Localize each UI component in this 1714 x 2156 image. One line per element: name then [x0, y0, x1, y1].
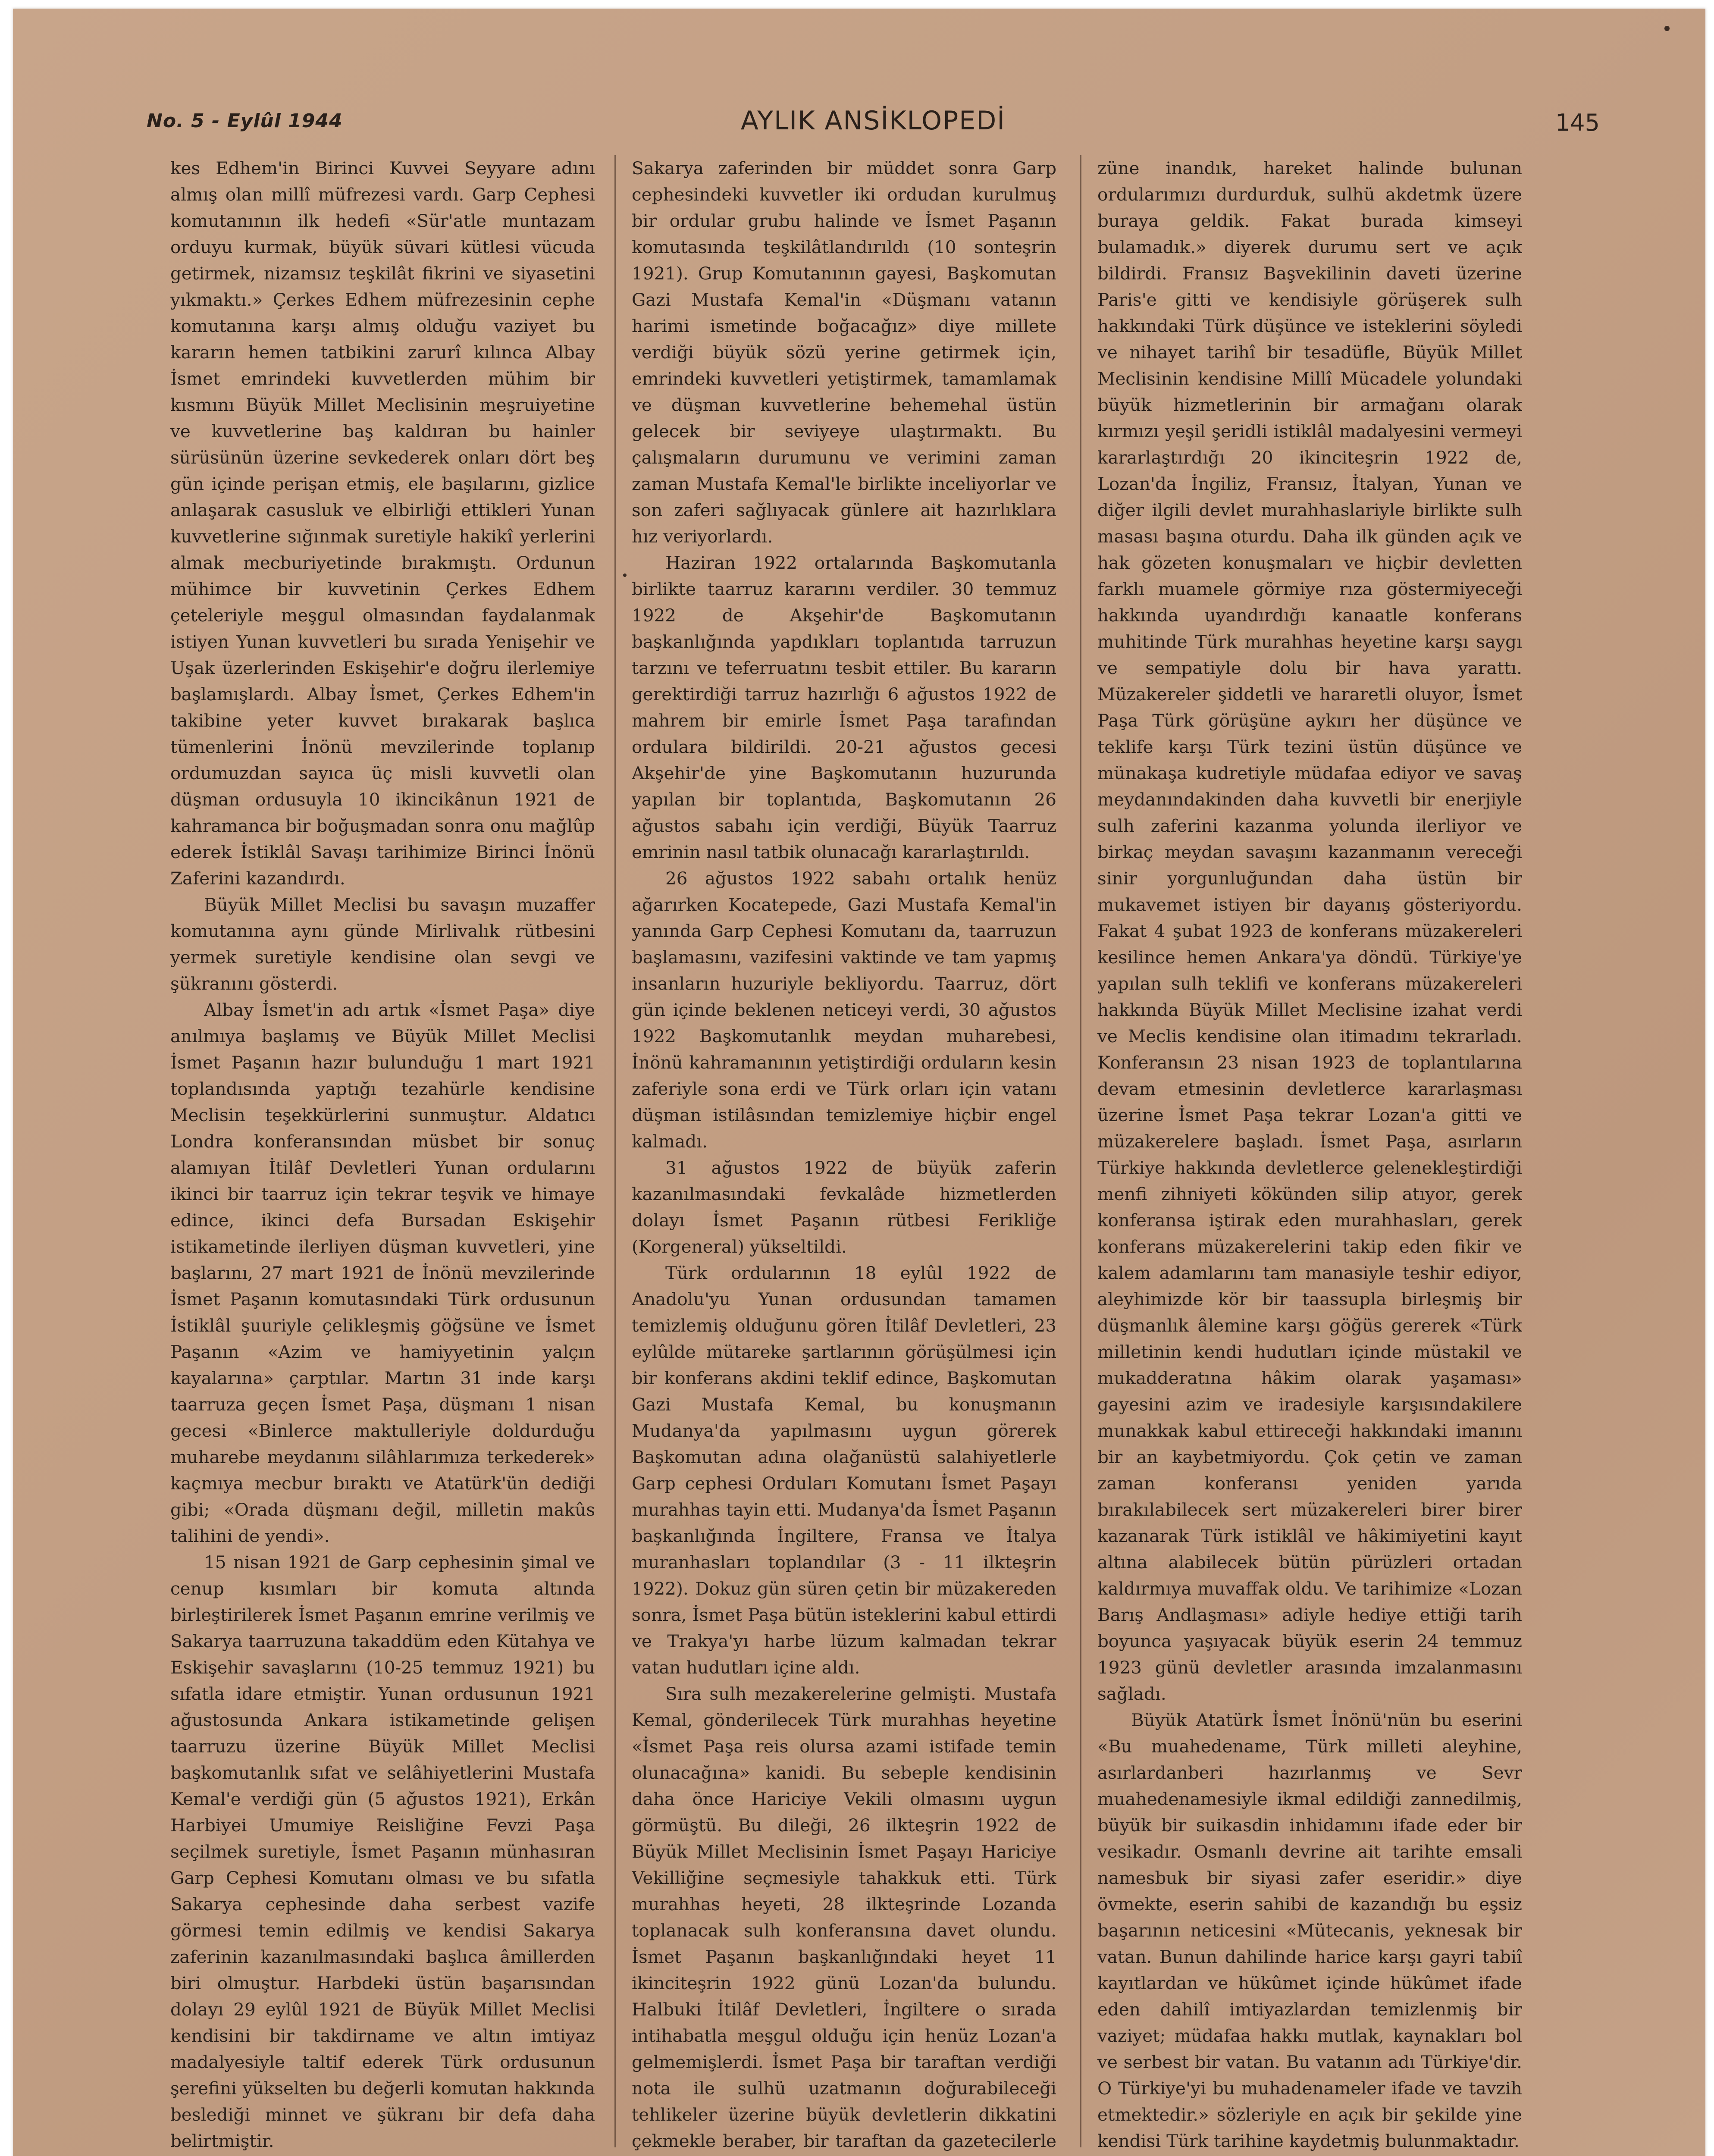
paragraph: Sakarya zaferinden bir müddet sonra Garp cephesindeki kuvvetler iki ordudan kurulmuş bir ordular grubu halinde ve İsmet Paşanın komutasında teşkilâtlandırıldı (10 sonteşrin 1921). Grup Komutanının gayesi, Başkomutan Gazi Mustafa Kemal'in «Düşmanı vatanın harimi ismetinde boğacağız» diye millete verdiği büyük sözü yerine getirmek için, emrindeki kuvvetleri yetiştirmek, tamamlamak ve düşman kuvvetlerine behemehal üstün gelecek bir seviyeye ulaştırmaktı. Bu çalışmaların durumunu ve verimini zaman zaman Mustafa Kemal'le birlikte inceliyorlar ve son zaferi sağlıyacak günlere ait hazırlıklara hız veriyorlardı.	[632, 158, 1056, 547]
ink-speck	[623, 573, 627, 577]
paragraph: Sıra sulh mezakerelerine gelmişti. Mustafa Kemal, gönderilecek Türk murahhas heyetine «İsmet Paşa reis olursa azami istifade temin olunacağına» kanidi. Bu sebeple kendisinin daha önce Hariciye Vekili olmasını uygun görmüştü. Bu dileği, 26 ilkteşrin 1922 de Büyük Millet Meclisinin İsmet Paşayı Hariciye Vekilliğine seçmesiyle tahakkuk etti. Türk murahhas heyeti, 28 ilkteşrinde Lozanda toplanacak sulh konferansına davet olundu. İsmet Paşanın başkanlığındaki heyet 11 ikinciteşrin 1922 günü Lozan'da bulundu. Halbuki İtilâf Devletleri, İngiltere o sırada intihabatla meşgul olduğu için henüz Lozan'a gelmemişlerdi. İsmet Paşa bir taraftan verdiği nota ile sulhü uzatmanın doğurabileceği tehlikeler üzerine büyük devletlerin dikkatini çekmekle beraber, bir taraftan da gazetecilerle	[632, 1683, 1056, 2151]
column-divider	[1080, 155, 1081, 2147]
paragraph: Türk ordularının 18 eylûl 1922 de Anadolu'yu Yunan ordusundan tamamen temizlemiş olduğunu gören İtilâf Devletleri, 23 eylûlde mütareke şartlarının görüşülmesi için bir konferans akdini teklif edince, Başkomutan Gazi Mustafa Kemal, bu konuşmanın Mudanya'da yapılmasını uygun görerek Başkomutan adına olağanüstü salahiyetlerle Garp cephesi Orduları Komutanı İsmet Paşayı murahhas tayin etti. Mudanya'da İsmet Paşanın başkanlığında İngiltere, Fransa ve İtalya muranhasları toplandılar (3 - 11 ilkteşrin 1922). Dokuz gün süren çetin bir müzakereden sonra, İsmet Paşa bütün isteklerini kabul ettirdi ve Trakya'yı harbe lüzum kalmadan tekrar vatan hudutları içine aldı.	[632, 1263, 1056, 1678]
paragraph: 26 ağustos 1922 sabahı ortalık henüz ağarırken Kocatepede, Gazi Mustafa Kemal'in yanında Garp Cephesi Komutanı da, taarruzun başlamasını, vazifesini vaktinde ve tam yapmış insanların huzuriyle bekliyordu. Taarruz, dört gün içinde beklenen neticeyi verdi, 30 ağustos 1922 Başkomutanlık meydan muharebesi, İnönü kahramanının yetiştirdiği orduların kesin zaferiyle sona erdi ve Türk orları için vatanı düşman istilâsından temizlemiye hiçbir engel kalmadı.	[632, 868, 1056, 1152]
paragraph: Albay İsmet'in adı artık «İsmet Paşa» diye anılmıya başlamış ve Büyük Millet Meclisi İsmet Paşanın hazır bulunduğu 1 mart 1921 toplandısında yaptığı tezahürle kendisine Meclisin teşekkürlerini sunmuştur. Aldatıcı Londra konferansından müsbet bir sonuç alamıyan İtilâf Devletleri Yunan ordularını ikinci bir taarruz için tekrar teşvik ve himaye edince, ikinci defa Bursadan Eskişehir istikametinde ilerliyen düşman kuvvetleri, yine başlarını, 27 mart 1921 de İnönü mevzilerinde İsmet Paşanın komutasındaki Türk ordusunun İstiklâl şuuriyle çelikleşmiş göğsüne ve İsmet Paşanın «Azim ve hamiyyetinin yalçın kayalarına» çarptılar. Martın 31 inde karşı taarruza geçen İsmet Paşa, düşmanı 1 nisan gecesi «Binlerce maktulleriyle doldurduğu muharebe meydanını silâhlarımıza terkederek» kaçmıya mecbur bıraktı ve Atatürk'ün dediği gibi; «Orada düşmanı değil, milletin makûs talihini de yendi».	[170, 1000, 595, 1546]
paragraph: 15 nisan 1921 de Garp cephesinin şimal ve cenup kısımları bir komuta altında birleştirilerek İsmet Paşanın emrine verilmiş ve Sakarya taarruzuna takaddüm eden Kütahya ve Eskişehir savaşlarını (10-25 temmuz 1921) bu sıfatla idare etmiştir. Yunan ordusunun 1921 ağustosunda Ankara istikametinde gelişen taarruzu üzerine Büyük Millet Meclisi başkomutanlık sıfat ve selâhiyetlerini Mustafa Kemal'e verdiği gün (5 ağustos 1921), Erkân Harbiyei Umumiye Reisliğine Fevzi Paşa seçilmek suretiyle, İsmet Paşanın münhasıran Garp Cephesi Komutanı olması ve bu sıfatla Sakarya cephesinde daha serbest vazife görmesi temin edilmiş ve kendisi Sakarya zaferinin kazanılmasındaki başlıca âmillerden biri olmuştur. Harbdeki üstün başarısından dolayı 29 eylûl 1921 de Büyük Millet Meclisi kendisini bir takdirname ve altın imtiyaz madalyesiyle taltif ederek Türk ordusunun şerefini yükselten bu değerli komutan hakkında beslediği minnet ve şükranı bir defa daha belirtmiştir.	[170, 1552, 595, 2151]
paragraph: 31 ağustos 1922 de büyük zaferin kazanılmasındaki fevkalâde hizmetlerden dolayı İsmet Paşanın rütbesi Ferikliğe (Korgeneral) yükseltildi.	[632, 1157, 1056, 1257]
paragraph: kes Edhem'in Birinci Kuvvei Seyyare adını almış olan millî müfrezesi vardı. Garp Cephesi komutanının ilk hedefi «Sür'atle muntazam orduyu kurmak, büyük süvari kütlesi vücuda getirmek, nizamsız teşkilât fikrini ve siyasetini yıkmaktı.» Çerkes Edhem müfrezesinin cephe komutanına karşı almış olduğu vaziyet bu kararın hemen tatbikini zarurî kılınca Albay İsmet emrindeki kuvvetlerden mühim bir kısmını Büyük Millet Meclisinin meşruiyetine ve kuvvetlerine baş kaldıran bu hainler sürüsünün üzerine sevkederek onları dört beş gün içinde perişan etmiş, ele başılarını, gizlice anlaşarak casusluk ve elbirliği ettikleri Yunan kuvvetlerine sığınmak suretiyle hakikî yerlerini almak mecburiyetinde bırakmıştı. Ordunun mühimce bir kuvvetinin Çerkes Edhem çeteleriyle meşgul olmasından faydalanmak istiyen Yunan kuvvetleri bu sırada Yenişehir ve Uşak üzerlerinden Eskişehir'e doğru ilerlemiye başlamışlardı. Albay İsmet, Çerkes Edhem'in takibine yeter kuvvet bırakarak başlıca tümenlerini İnönü mevzilerinde toplanıp ordumuzdan sayıca üç misli kuvvetli olan düşman ordusuyla 10 ikincikânun 1921 de kahramanca bir boğuşmadan sonra onu mağlûp ederek İstiklâl Savaşı tarihimize Birinci İnönü Zaferini kazandırdı.	[170, 158, 595, 889]
page-number: 145	[1555, 109, 1600, 136]
paragraph: Büyük Atatürk İsmet İnönü'nün bu eserini «Bu muahedename, Türk milleti aleyhine, asırlardanberi hazırlanmış ve Sevr muahedenamesiyle ikmal edildiği zannedilmiş, büyük bir suikasdin inhidamını ifade eder bir vesikadır. Osmanlı devrine ait tarihte emsali namesbuk bir siyasi zafer eseridir.» diye övmekte, eserin sahibi de kazandığı bu eşsiz başarının neticesini «Mütecanis, yeknesak bir vatan. Bunun dahilinde harice karşı gayri tabiî kayıtlardan ve hükûmet içinde hükûmet ifade eden dahilî imtiyazlardan temizlenmiş bir vaziyet; müdafaa hakkı mutlak, kaynakları bol ve serbest bir vatan. Bu vatanın adı Türkiye'dir. O Türkiye'yi bu muhadenameler ifade ve tavzih etmektedir.» sözleriyle en açık bir şekilde yine kendisi Türk tarihine kaydetmiş bulunmaktadır.	[1097, 1710, 1522, 2151]
page-header	[147, 106, 1600, 144]
paragraph: Büyük Millet Meclisi bu savaşın muzaffer komutanına aynı günde Mirlivalık rütbesini yermek suretiyle kendisine olan sevgi ve şükranını gösterdi.	[170, 894, 595, 994]
paragraph: züne inandık, hareket halinde bulunan ordularımızı durdurduk, sulhü akdetmk üzere buraya geldik. Fakat burada kimseyi bulamadık.» diyerek durumu sert ve açık bildirdi. Fransız Başvekilinin daveti üzerine Paris'e gitti ve kendisiyle görüşerek sulh hakkındaki Türk düşünce ve isteklerini söyledi ve nihayet tarihî bir tesadüfle, Büyük Millet Meclisinin kendisine Millî Mücadele yolundaki büyük hizmetlerinin bir armağanı olarak kırmızı yeşil şeridli istiklâl madalyesini vermeyi kararlaştırdığı 20 ikinciteşrin 1922 de, Lozan'da İngiliz, Fransız, İtalyan, Yunan ve diğer ilgili devlet murahhaslariyle birlikte sulh masası başına oturdu. Daha ilk günden açık ve hak gözeten konuşmaları ve hiçbir devletten farklı muamele görmiye rıza göstermiyeceği hakkında uyandırdığı kanaatle konferans muhitinde Türk murahhas heyetine karşı saygı ve sempatiyle dolu bir hava yarattı. Müzakereler şiddetli ve hararetli oluyor, İsmet Paşa Türk görüşüne aykırı her düşünce ve teklife karşı Türk tezini üstün düşünce ve münakaşa kudretiyle müdafaa ediyor ve savaş meydanındakinden daha kuvvetli bir enerjiyle sulh zaferini kazanma yolunda ilerliyor ve birkaç meydan savaşını kazanmanın vereceği sinir yorgunluğundan daha üstün bir mukavemet istiyen bir dayanış gösteriyordu. Fakat 4 şubat 1923 de konferans müzakereleri kesilince hemen Ankara'ya döndü. Türkiye'ye yapılan sulh teklifi ve konferans müzakereleri hakkında Büyük Millet Meclisine izahat verdi ve Meclis kendisine olan itimadını tekrarladı. Konferansın 23 nisan 1923 de toplantılarına devam etmesinin devletlerce kararlaşması üzerine İsmet Paşa tekrar Lozan'a gitti ve müzakerelere başladı. İsmet Paşa, asırların Türkiye hakkında devletlerce gelenekleştirdiği menfi zihniyeti kökünden silip atıyor, gerek konferansa iştirak eden murahhasları, gerek konferans müzakerelerini takip eden fikir ve kalem adamlarını tam manasiyle teshir ediyor, aleyhimizde kör bir taassupla birleşmiş bir düşmanlık âlemine karşı göğüs gererek «Türk milletinin kendi hudutları içinde müstakil ve mukadderatına hâkim olarak yaşaması» gayesini azim ve iradesiyle karşısındakilere munakkak kabul ettireceği hakkındaki imanını bir an kaybetmiyordu. Çok çetin ve zaman zaman konferansı yeniden yarıda bırakılabilecek sert müzakereleri birer birer kazanarak Türk istiklâl ve hâkimiyetini kayıt altına alabilecek bütün pürüzleri ortadan kaldırmıya muvaffak oldu. Ve tarihimize «Lozan Barış Andlaşması» adiyle hediye ettiği tarih boyunca yaşıyacak büyük eserin 24 temmuz 1923 günü devletler arasında imzalanmasını sağladı.	[1097, 158, 1522, 1704]
column-divider	[614, 155, 616, 2147]
article-column-2	[632, 155, 1056, 2156]
issue-label: No. 5 - Eylûl 1944	[147, 110, 343, 132]
ink-speck	[1664, 26, 1670, 31]
paragraph: Haziran 1922 ortalarında Başkomutanla birlikte taarruz kararını verdiler. 30 temmuz 1922 de Akşehir'de Başkomutanın başkanlığında yapdıkları toplantıda tarruzun tarzını ve teferruatını tesbit ettiler. Bu kararın gerektirdiği tarruz hazırlığı 6 ağustos 1922 de mahrem bir emirle İsmet Paşa tarafından ordulara bildirildi. 20-21 ağustos gecesi Akşehir'de yine Başkomutanın huzurunda yapılan bir toplantıda, Başkomutanın 26 ağustos sabahı için verdiği, Büyük Taarruz emrinin nasıl tatbik olunacağı kararlaştırıldı.	[632, 552, 1056, 862]
article-column-3	[1097, 155, 1522, 2156]
publication-title: AYLIK ANSİKLOPEDİ	[740, 106, 1006, 136]
article-column-1	[170, 155, 595, 2156]
